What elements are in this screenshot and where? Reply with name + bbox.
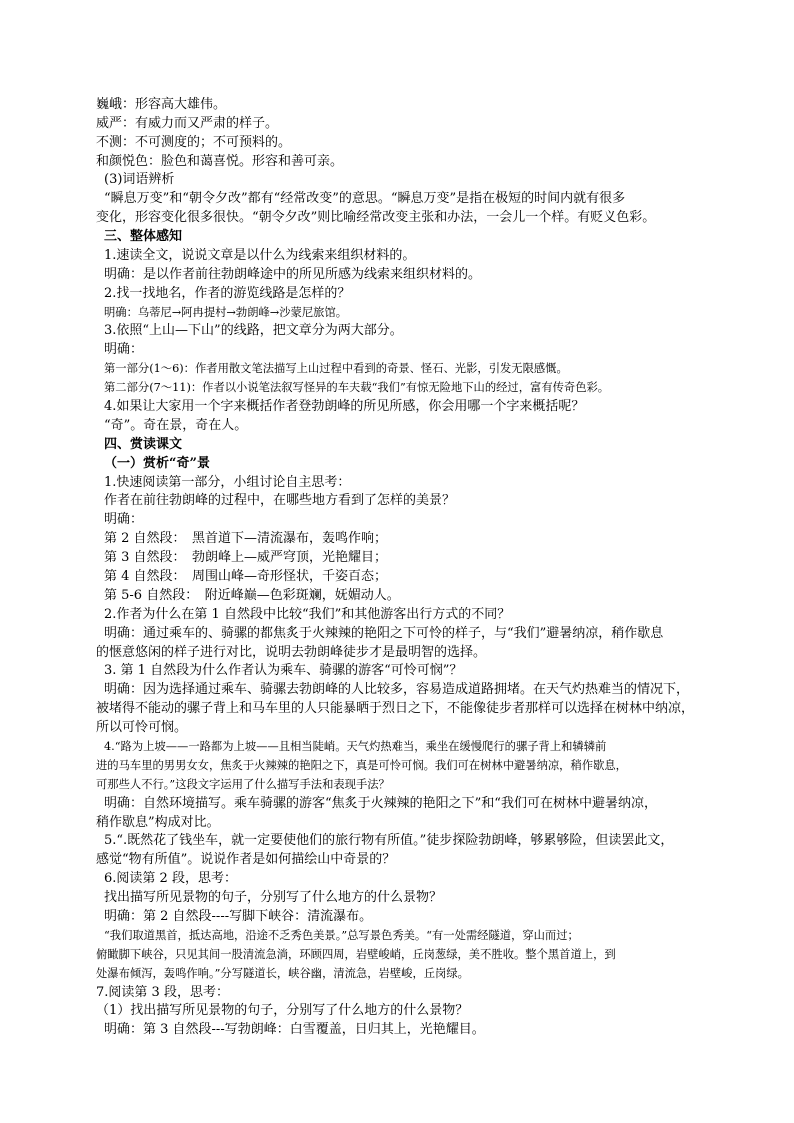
list-item: 第 4 自然段： 周围山峰—奇形怪状，千姿百态； — [104, 569, 388, 584]
question: 1.快速阅读第一部分，小组讨论自主思考： — [104, 475, 351, 490]
paragraph-line: “瞬息万变”和“朝令夕改”都有“经常改变”的意思。“瞬息万变”是指在极短的时间内就有很多 — [104, 191, 626, 206]
paragraph-line: 变化，形容变化很多很快。“朝令夕改”则比喻经常改变主张和办法，一会儿一个样。有贬义色彩。 — [96, 210, 656, 225]
answer-label: 明确： — [104, 512, 144, 527]
answer: 明确：乌蒂尼→阿冉提村→勃朗峰→沙蒙尼旅馆。 — [104, 306, 348, 319]
answer: 稍作歇息”构成对比。 — [96, 815, 220, 830]
question: 2.作者为什么在第 1 自然段中比较“我们”和其他游客出行方式的不同？ — [104, 607, 511, 622]
answer: 明确：自然环境描写。乘车骑骡的游客“焦炙于火辣辣的艳阳之下”和“我们可在树林中避暑纳凉， — [104, 796, 657, 811]
section-heading: 三、整体感知 — [104, 229, 183, 244]
answer: 明确：是以作者前往勃朗峰途中的所见所感为线索来组织材料的。 — [104, 267, 482, 282]
answer: 第一部分(1～6)：作者用散文笔法描写上山过程中看到的奇景、怪石、光影，引发无限感慨。 — [104, 362, 568, 375]
question: 4.如果让大家用一个字来概括作者登勃朗峰的所见所感，你会用哪一个字来概括呢？ — [104, 399, 585, 414]
question: 感觉“物有所值”。说说作者是如何描绘山中奇景的？ — [96, 852, 396, 867]
answer: 明确：第 2 自然段----写脚下峡谷：清流瀑布。 — [104, 909, 373, 924]
question: 找出描写所见景物的句子，分别写了什么地方的什么景物？ — [104, 890, 443, 905]
question: 作者在前往勃朗峰的过程中，在哪些地方看到了怎样的美景？ — [104, 493, 456, 508]
question: 2.找一找地名，作者的游览线路是怎样的？ — [104, 286, 351, 301]
section-heading: 四、赏读课文 — [104, 437, 183, 452]
question-quote: 可那些人不行。”这段文字运用了什么描写手法和表现手法？ — [96, 778, 390, 791]
question: （1）找出描写所见景物的句子，分别写了什么地方的什么景物？ — [96, 1003, 469, 1018]
answer: “我们取道黑首，抵达高地，沿途不乏秀色美景。”总写景色秀美。“有一处需经隧道，穿山而过； — [104, 929, 579, 942]
vocab-heyanyuese: 和颜悦色：脸色和蔼喜悦。形容和善可亲。 — [96, 154, 344, 169]
vocab-weiyan: 威严：有威力而又严肃的样子。 — [96, 116, 279, 131]
question: 5.“.既然花了钱坐车，就一定要使他们的旅行物有所值。”徒步探险勃朗峰，够累够险，但读罢此文， — [104, 833, 674, 848]
answer-label: 明确： — [104, 342, 144, 357]
vocab-buce: 不测：不可测度的；不可预料的。 — [96, 135, 292, 150]
question: 3.依照“上山—下山”的线路，把文章分为两大部分。 — [104, 323, 403, 338]
answer: 处瀑布倾泻，轰鸣作响。”分写隧道长，峡谷幽，清流急，岩壁峻，丘岗绿。 — [96, 967, 469, 980]
answer: 俯瞰脚下峡谷，只见其间一股清流急淌，环顾四周，岩壁峻峭，丘岗葱绿，美不胜收。整个黑首道上，到 — [96, 948, 616, 961]
question: 3. 第 1 自然段为什么作者认为乘车、骑骡的游客“可怜可悯”？ — [104, 663, 463, 678]
list-item: 第 2 自然段： 黑首道下—清流瀑布，轰鸣作响； — [104, 531, 388, 546]
list-item: 第 3 自然段： 勃朗峰上—威严穹顶，光艳耀目； — [104, 550, 388, 565]
subsection-heading: （一）赏析“奇”景 — [104, 456, 210, 471]
subsection-heading: (3)词语辨析 — [104, 172, 175, 187]
vocab-weie: 巍峨：形容高大雄伟。 — [96, 97, 227, 112]
list-item: 第 5-6 自然段： 附近峰巅—色彩斑斓，妩媚动人。 — [104, 588, 400, 603]
answer: 的惬意悠闲的样子进行对比，说明去勃朗峰徒步才是最明智的选择。 — [96, 645, 487, 660]
question: 7.阅读第 3 段，思考： — [96, 985, 229, 1000]
answer: 第二部分(7～11)：作者以小说笔法叙写怪异的车夫载“我们”有惊无险地下山的经过，富有传奇色彩。 — [104, 381, 610, 394]
question-quote: 4.“路为上坡——一路都为上坡——且相当陡峭。天气灼热难当，乘坐在缓慢爬行的骡子背上和辚辚前 — [104, 740, 607, 753]
answer: 明确：通过乘车的、骑骡的都焦炙于火辣辣的艳阳之下可怜的样子，与“我们”避暑纳凉，稍作歇息 — [104, 626, 664, 641]
answer: “奇”。奇在景，奇在人。 — [104, 418, 248, 433]
answer: 明确：因为选择通过乘车、骑骡去勃朗峰的人比较多，容易造成道路拥堵。在天气灼热难当的情况下， — [104, 682, 690, 697]
answer: 所以可怜可悯。 — [96, 720, 188, 735]
answer: 明确：第 3 自然段---写勃朗峰：白雪覆盖，日归其上，光艳耀目。 — [104, 1022, 485, 1037]
answer: 被堵得不能动的骡子背上和马车里的人只能暴晒于烈日之下，不能像徒步者那样可以选择在树林中纳凉， — [96, 701, 695, 716]
question: 1.速读全文，说说文章是以什么为线索来组织材料的。 — [104, 248, 416, 263]
question-quote: 进的马车里的男男女女，焦炙于火辣辣的艳阳之下，真是可怜可悯。我们可在树林中避暑纳凉，稍作歇息， — [96, 759, 627, 772]
question: 6.阅读第 2 段，思考： — [104, 871, 237, 886]
